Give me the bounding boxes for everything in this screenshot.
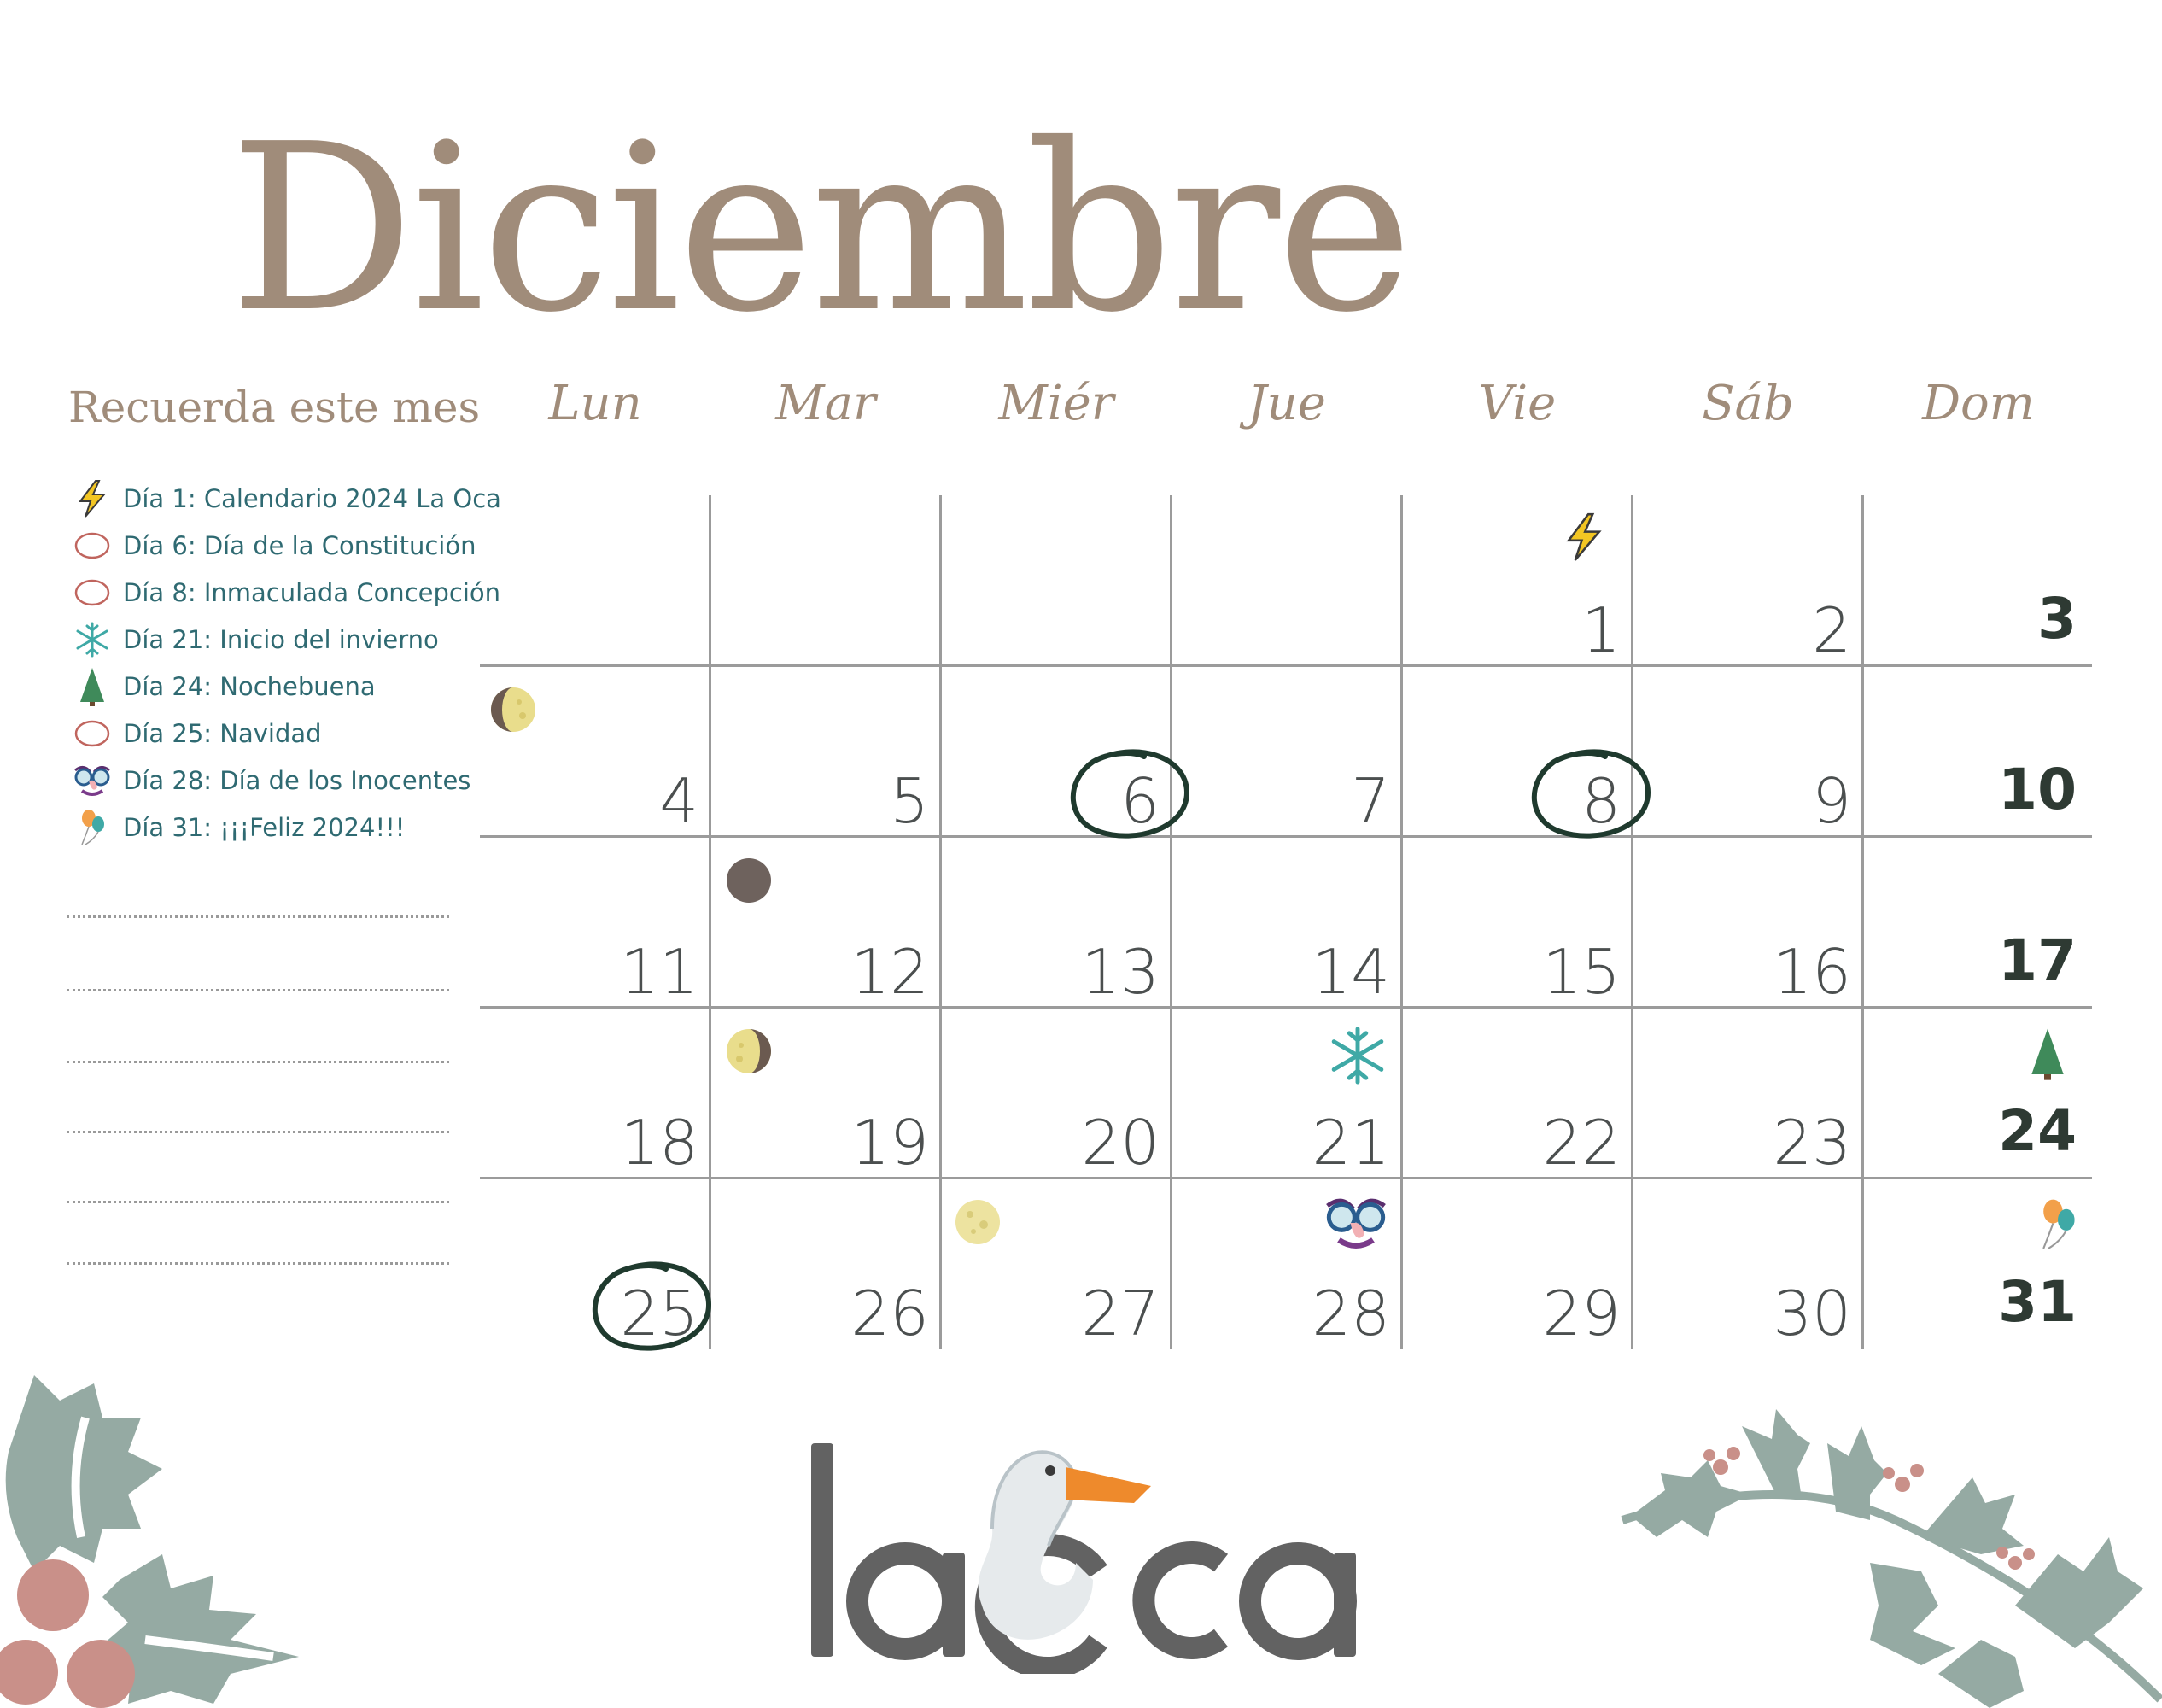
day-cell[interactable]: [480, 837, 710, 1008]
legend-item: [70, 663, 501, 710]
moon-last-quarter-icon: [724, 1027, 774, 1079]
empty-cell: [1172, 495, 1402, 666]
day-cell[interactable]: [1172, 1179, 1402, 1349]
weekday-vie: Vie: [1478, 376, 1557, 431]
legend-label: Día 31: ¡¡¡Feliz 2024!!!: [123, 812, 406, 842]
day-cell[interactable]: [1633, 1179, 1863, 1349]
day-number: 29: [1542, 1278, 1621, 1349]
legend-item: [70, 757, 501, 804]
empty-cell: [480, 495, 710, 666]
day-number: 21: [1312, 1107, 1390, 1179]
day-cell[interactable]: [1863, 1008, 2094, 1179]
day-cell[interactable]: [1402, 666, 1633, 837]
legend-item: [70, 569, 501, 616]
snowflake-icon: [70, 621, 114, 658]
day-number: 3: [2037, 586, 2077, 652]
day-cell[interactable]: [1863, 495, 2094, 666]
moon-first-quarter-icon: [488, 685, 538, 738]
day-number: 24: [1998, 1098, 2077, 1164]
legend-label: Día 21: Inicio del invierno: [123, 624, 439, 654]
circle-icon: [70, 574, 114, 611]
weekday-lun: Lun: [548, 376, 642, 431]
day-cell[interactable]: [1402, 837, 1633, 1008]
day-number: 14: [1312, 936, 1390, 1008]
holiday-circle-marker: [581, 1252, 717, 1363]
day-number: 27: [1081, 1278, 1160, 1349]
day-cell[interactable]: [1402, 495, 1633, 666]
day-cell[interactable]: [941, 666, 1172, 837]
day-number: 25: [620, 1278, 698, 1349]
reminders-legend: [70, 475, 501, 851]
day-cell[interactable]: [710, 1179, 941, 1349]
day-number: 4: [659, 765, 698, 837]
lightning-icon: [70, 480, 114, 518]
day-number: 19: [850, 1107, 929, 1179]
full-moon-icon: [953, 1197, 1002, 1250]
day-cell[interactable]: [1172, 1008, 1402, 1179]
holly-decoration-left: [0, 1366, 324, 1708]
day-number: 10: [1998, 757, 2077, 822]
circle-icon: [70, 715, 114, 752]
legend-item: [70, 475, 501, 522]
note-line: [67, 989, 449, 991]
day-cell[interactable]: [1633, 1008, 1863, 1179]
legend-label: Día 1: Calendario 2024 La Oca: [123, 483, 501, 513]
note-line: [67, 915, 449, 918]
day-number: 17: [1998, 927, 2077, 993]
reminders-title: Recuerda este mes: [68, 383, 481, 432]
day-cell[interactable]: [1863, 666, 2094, 837]
funny-glasses-icon: [70, 762, 114, 799]
day-cell[interactable]: [941, 1179, 1172, 1349]
note-line: [67, 1201, 449, 1203]
day-number: 22: [1542, 1107, 1621, 1179]
calendar-grid: [480, 495, 2092, 1349]
day-cell[interactable]: [1172, 837, 1402, 1008]
circle-icon: [70, 527, 114, 564]
day-number: 5: [890, 765, 929, 837]
funny-glasses-icon: [1322, 1190, 1390, 1259]
day-cell[interactable]: [480, 1179, 710, 1349]
day-cell[interactable]: [1863, 1179, 2094, 1349]
note-line: [67, 1131, 449, 1133]
day-cell[interactable]: [941, 837, 1172, 1008]
day-number: 8: [1581, 765, 1621, 837]
legend-label: Día 8: Inmaculada Concepción: [123, 577, 501, 607]
day-number: 15: [1542, 936, 1621, 1008]
legend-label: Día 24: Nochebuena: [123, 671, 376, 701]
day-number: 13: [1081, 936, 1160, 1008]
day-cell[interactable]: [1172, 666, 1402, 837]
day-number: 31: [1998, 1269, 2077, 1335]
day-number: 9: [1812, 765, 1851, 837]
la-oca-logo: [794, 1418, 1366, 1674]
day-number: 6: [1120, 765, 1160, 837]
day-number: 7: [1351, 765, 1390, 837]
weekday-mar: Mar: [775, 376, 876, 431]
day-number: 11: [620, 936, 698, 1008]
legend-label: Día 25: Navidad: [123, 718, 322, 748]
day-cell[interactable]: [1402, 1179, 1633, 1349]
weekday-mier: Miér: [998, 376, 1114, 431]
day-cell[interactable]: [1402, 1008, 1633, 1179]
day-number: 28: [1312, 1278, 1390, 1349]
legend-label: Día 28: Día de los Inocentes: [123, 765, 471, 795]
day-number: 1: [1581, 594, 1621, 666]
empty-cell: [941, 495, 1172, 666]
balloons-icon: [70, 809, 114, 846]
legend-item: [70, 616, 501, 663]
empty-cell: [710, 495, 941, 666]
day-number: 23: [1773, 1107, 1851, 1179]
day-number: 2: [1812, 594, 1851, 666]
day-number: 12: [850, 936, 929, 1008]
weekday-jue: Jue: [1248, 376, 1326, 431]
day-cell[interactable]: [480, 1008, 710, 1179]
day-cell[interactable]: [1633, 837, 1863, 1008]
legend-item: [70, 522, 501, 569]
day-cell[interactable]: [710, 837, 941, 1008]
holly-decoration-right: [1614, 1392, 2162, 1708]
tree-icon: [70, 668, 114, 705]
day-cell[interactable]: [1633, 495, 1863, 666]
day-cell[interactable]: [941, 1008, 1172, 1179]
day-number: 26: [850, 1278, 929, 1349]
legend-item: [70, 710, 501, 757]
snowflake-icon: [1327, 1025, 1388, 1090]
day-cell[interactable]: [710, 666, 941, 837]
weekday-sab: Sáb: [1702, 376, 1794, 431]
day-cell[interactable]: [1633, 666, 1863, 837]
day-cell[interactable]: [710, 1008, 941, 1179]
day-number: 20: [1081, 1107, 1160, 1179]
legend-item: [70, 804, 501, 851]
legend-label: Día 6: Día de la Constitución: [123, 530, 476, 560]
day-number: 16: [1773, 936, 1851, 1008]
day-number: 18: [620, 1107, 698, 1179]
weekday-dom: Dom: [1922, 376, 2035, 431]
day-number: 30: [1773, 1278, 1851, 1349]
balloons-icon: [2034, 1194, 2082, 1259]
note-line: [67, 1061, 449, 1063]
new-moon-icon: [724, 856, 774, 909]
tree-icon: [2027, 1023, 2068, 1088]
day-cell[interactable]: [1863, 837, 2094, 1008]
note-line: [67, 1262, 449, 1265]
page-title: Diciembre: [230, 94, 1410, 363]
lightning-icon: [1564, 507, 1604, 570]
day-cell[interactable]: [480, 666, 710, 837]
